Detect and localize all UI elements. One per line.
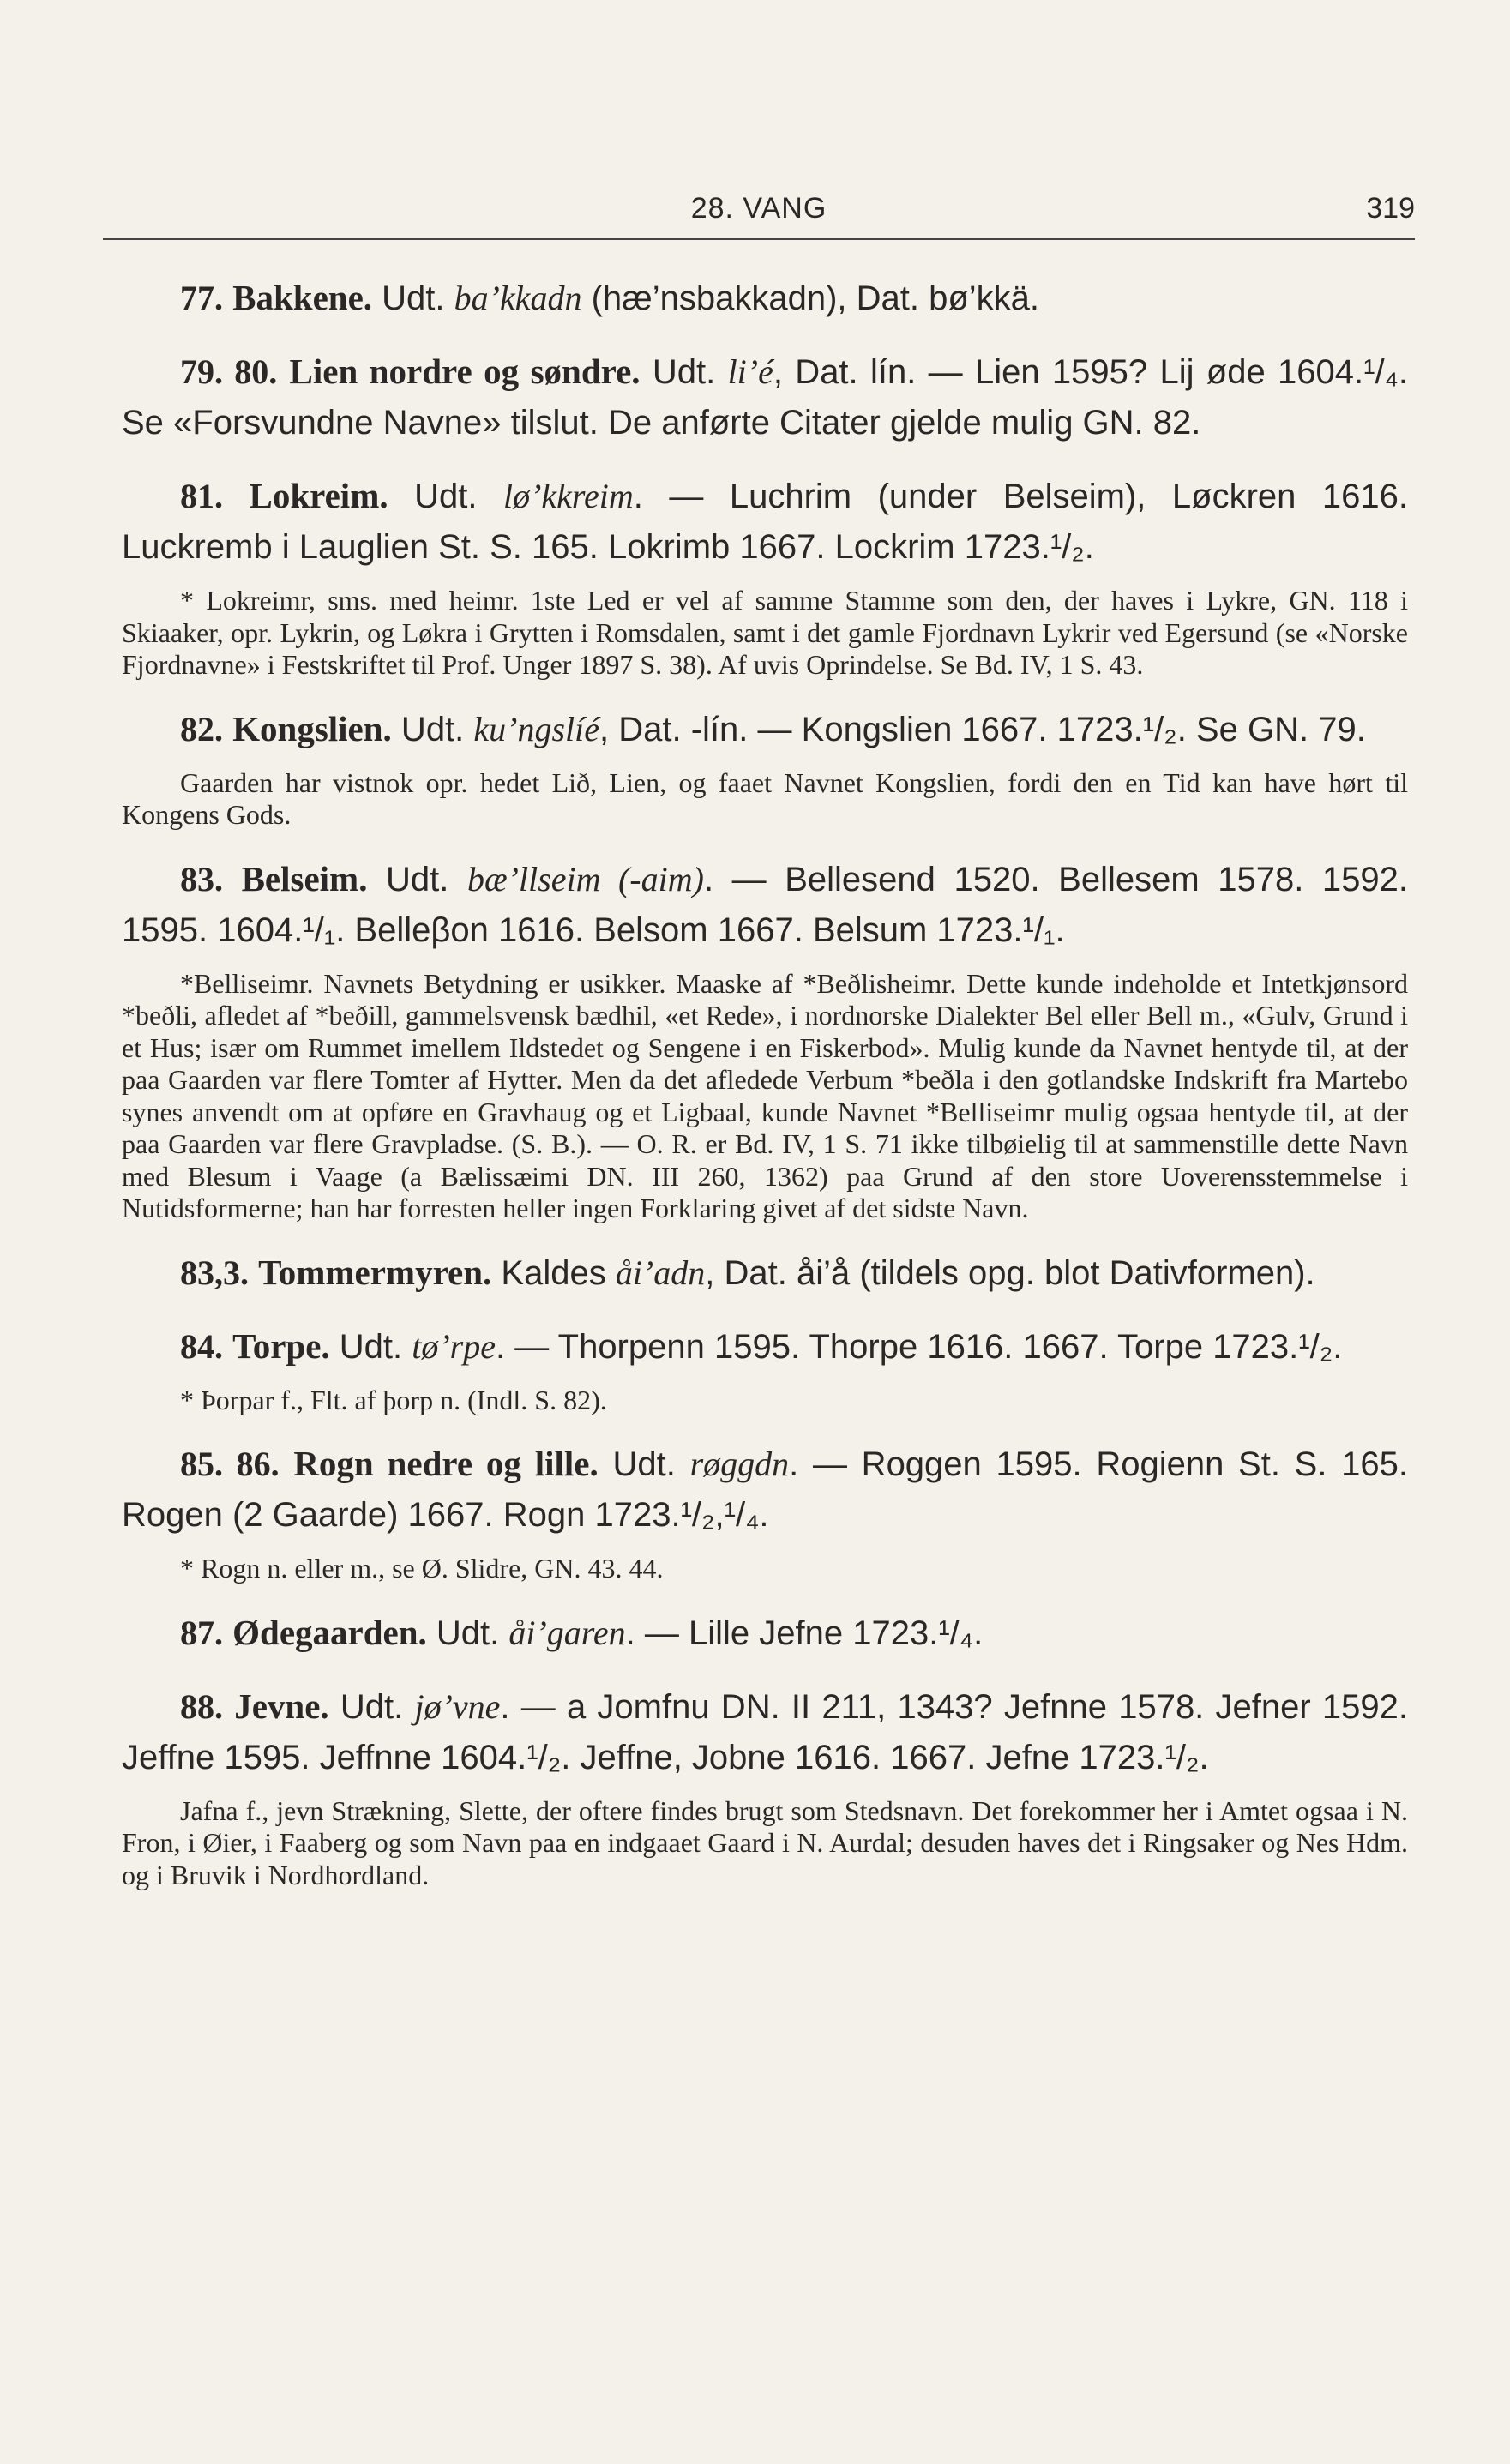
entry-text: Udt. — [372, 279, 454, 317]
entry-note: * Rogn n. eller m., se Ø. Slidre, GN. 43. 44. — [180, 1553, 664, 1584]
entry-text: Kaldes — [491, 1253, 616, 1292]
entry-text: Udt. — [329, 1327, 412, 1366]
pronunciation: li’é — [727, 352, 773, 391]
entry-text: Udt. — [328, 1687, 415, 1726]
entry-main-line — [122, 704, 1408, 755]
farm-name: Lokreim. — [249, 476, 388, 515]
farm-name: Torpe. — [232, 1325, 330, 1366]
entry-text: , Dat. -lín. — Kongslien 1667. 1723.¹/₂. Se GN. 79. — [599, 710, 1366, 748]
entry-main-line — [122, 273, 1408, 324]
entry-number: 82. — [180, 709, 223, 748]
pronunciation: røggdn — [689, 1445, 790, 1483]
farm-entry — [122, 1681, 1408, 1892]
entry-text: . — a Jomfnu DN. II 211, 1343? Jefnne 1578. Jefner 1592. Jeffne 1595. Jeffnne 1604.¹/₂. Jeffne, Jobne 1616. 1667. Jefne 1723.¹/₂. — [122, 1687, 1408, 1776]
farm-name: Tommermyren. — [258, 1252, 492, 1292]
farm-entry — [122, 1608, 1408, 1659]
entry-note: *Belliseimr. Navnets Betydning er usikker. Maaske af *Beðlisheimr. Dette kunde indeholde et Intetkjønsord *beðli, afledet af *beðill, gammelsvensk bædhil, «et Rede», i nordnorske Dialekter Bel eller Bell m., «Gulv, Grund i et Hus; især om Rummet imellem Ildstedet og Sengene i en Fiskerbod». Mulig kunde da Navnet hentyde til, at der paa Gaarden var flere Tomter af Hytter. Men da det afledede Verbum *beðla i den gotlandske Indskrift fra Martebo synes anvendt om at opføre en Gravhaug og et Ligbaal, kunde Navnet *Belliseimr mulig ogsaa hentyde til, at der paa Gaarden var flere Gravpladse. (S. B.). — O. R. er Bd. IV, 1 S. 71 ikke tilbøielig til at sammenstille dette Navn med Blesum i Vaage (a Bælissæimi DN. III 260, 1362) paa Grund af den store Uoverensstemmelse i Nutidsformerne; han har forresten heller ingen Forklaring givet af det sidste Navn. — [122, 967, 1408, 1223]
entry-main-line — [122, 471, 1408, 573]
entry-note: * Lokreimr, sms. med heimr. 1ste Led er vel af samme Stamme som den, der haves i Lykre, GN. 118 i Skiaaker, opr. Lykrin, og Løkra i Grytten i Romsdalen, samt i det gamle Fjordnavn Lykrir ved Egersund (se «Norske Fjordnavne» i Festskriftet til Prof. Unger 1897 S. 38). Af uvis Oprindelse. Se Bd. IV, 1 S. 43. — [122, 585, 1408, 680]
farm-entry — [122, 1247, 1408, 1299]
entry-main-line — [122, 1321, 1408, 1373]
entry-number: 81. — [180, 477, 223, 515]
entry-number: 88. — [180, 1686, 223, 1726]
farm-entry — [122, 273, 1408, 324]
farm-name: Rogn nedre og lille. — [293, 1444, 599, 1483]
pronunciation: åi’garen — [508, 1613, 626, 1652]
entry-number: 84. — [180, 1326, 223, 1366]
entry-number: 87. — [180, 1613, 223, 1652]
farm-name: Ødegaarden. — [232, 1612, 427, 1652]
entry-number: 77. — [180, 279, 223, 317]
entry-text: . — Thorpenn 1595. Thorpe 1616. 1667. Torpe 1723.¹/₂. — [496, 1327, 1343, 1366]
entry-text: Udt. — [388, 478, 503, 515]
entry-main-line — [122, 1681, 1408, 1783]
farm-name: Belseim. — [241, 858, 368, 898]
farm-entry — [122, 854, 1408, 1225]
entry-text: (hæ’nsbakkadn), Dat. bø’kkä. — [581, 279, 1040, 317]
entry-text: Udt. — [367, 860, 467, 898]
pronunciation: åi’adn — [615, 1253, 706, 1292]
pronunciation: bæ’llseim (-aim) — [466, 859, 704, 898]
entry-main-line — [122, 1439, 1408, 1541]
entry-text: . — Lille Jefne 1723.¹/₄. — [625, 1614, 984, 1652]
page-number: 319 — [1366, 192, 1415, 225]
entry-main-line — [122, 1247, 1408, 1299]
farm-name: Lien nordre og søndre. — [289, 352, 641, 391]
entries-body — [122, 273, 1408, 1914]
entry-note: Gaarden har vistnok opr. hedet Lið, Lien, og faaet Navnet Kongslien, fordi den en Tid kan have hørt til Kongens Gods. — [122, 766, 1408, 830]
entry-text: Udt. — [640, 353, 728, 391]
pronunciation: tø’rpe — [412, 1326, 496, 1366]
entry-number: 83,3. — [180, 1253, 249, 1292]
entry-number: 79. 80. — [180, 352, 278, 391]
farm-entry — [122, 704, 1408, 832]
farm-name: Bakkene. — [232, 278, 373, 317]
entry-note: Jafna f., jevn Strækning, Slette, der oftere findes brugt som Stedsnavn. Det forekommer her i Amtet ogsaa i N. Fron, i Øier, i Faaberg og som Navn paa en indgaaet Gaard i N. Aurdal; desuden haves det i Ringsaker og Nes Hdm. og i Bruvik i Nordhordland. — [122, 1794, 1408, 1890]
section-title: 28. VANG — [690, 192, 827, 225]
pronunciation: jø’vne — [414, 1686, 501, 1726]
pronunciation: lø’kkreim — [502, 477, 634, 515]
pronunciation: ba’kkadn — [454, 279, 582, 317]
entry-main-line — [122, 1608, 1408, 1659]
entry-text: . — Bellesend 1520. Bellesem 1578. 1592. 1595. 1604.¹/₁. Belleβon 1616. Belsom 1667. Belsum 1723.¹/₁. — [122, 860, 1408, 949]
farm-entry — [122, 471, 1408, 682]
farm-name: Jevne. — [234, 1686, 329, 1726]
entry-text: . — Luchrim (under Belseim), Løckren 1616. Luckremb i Lauglien St. S. 165. Lokrimb 1667. Lockrim 1723.¹/₂. — [122, 478, 1408, 566]
pronunciation: ku’ngslíé — [473, 709, 600, 748]
entry-text: Udt. — [391, 710, 474, 748]
farm-entry — [122, 346, 1408, 448]
entry-text: , Dat. åi’å (tildels opg. blot Dativformen). — [705, 1253, 1315, 1292]
entry-text: Udt. — [426, 1614, 509, 1652]
entry-main-line — [122, 346, 1408, 448]
farm-name: Kongslien. — [232, 708, 392, 748]
entry-number: 83. — [180, 859, 223, 898]
entry-number: 85. 86. — [180, 1445, 280, 1483]
running-header — [103, 187, 1415, 240]
entry-text: Udt. — [598, 1445, 690, 1483]
entry-text: , Dat. lín. — Lien 1595? Lij øde 1604.¹/₄. Se «Forsvundne Navne» tilslut. De anførte Citater gjelde mulig GN. 82. — [122, 353, 1409, 442]
farm-entry — [122, 1439, 1408, 1585]
entry-text: . — Roggen 1595. Rogienn St. S. 165. Rogen (2 Gaarde) 1667. Rogn 1723.¹/₂,¹/₄. — [122, 1445, 1409, 1534]
entry-main-line — [122, 854, 1408, 956]
entry-note: * Þorpar f., Flt. af þorp n. (Indl. S. 82). — [180, 1384, 607, 1415]
farm-entry — [122, 1321, 1408, 1417]
